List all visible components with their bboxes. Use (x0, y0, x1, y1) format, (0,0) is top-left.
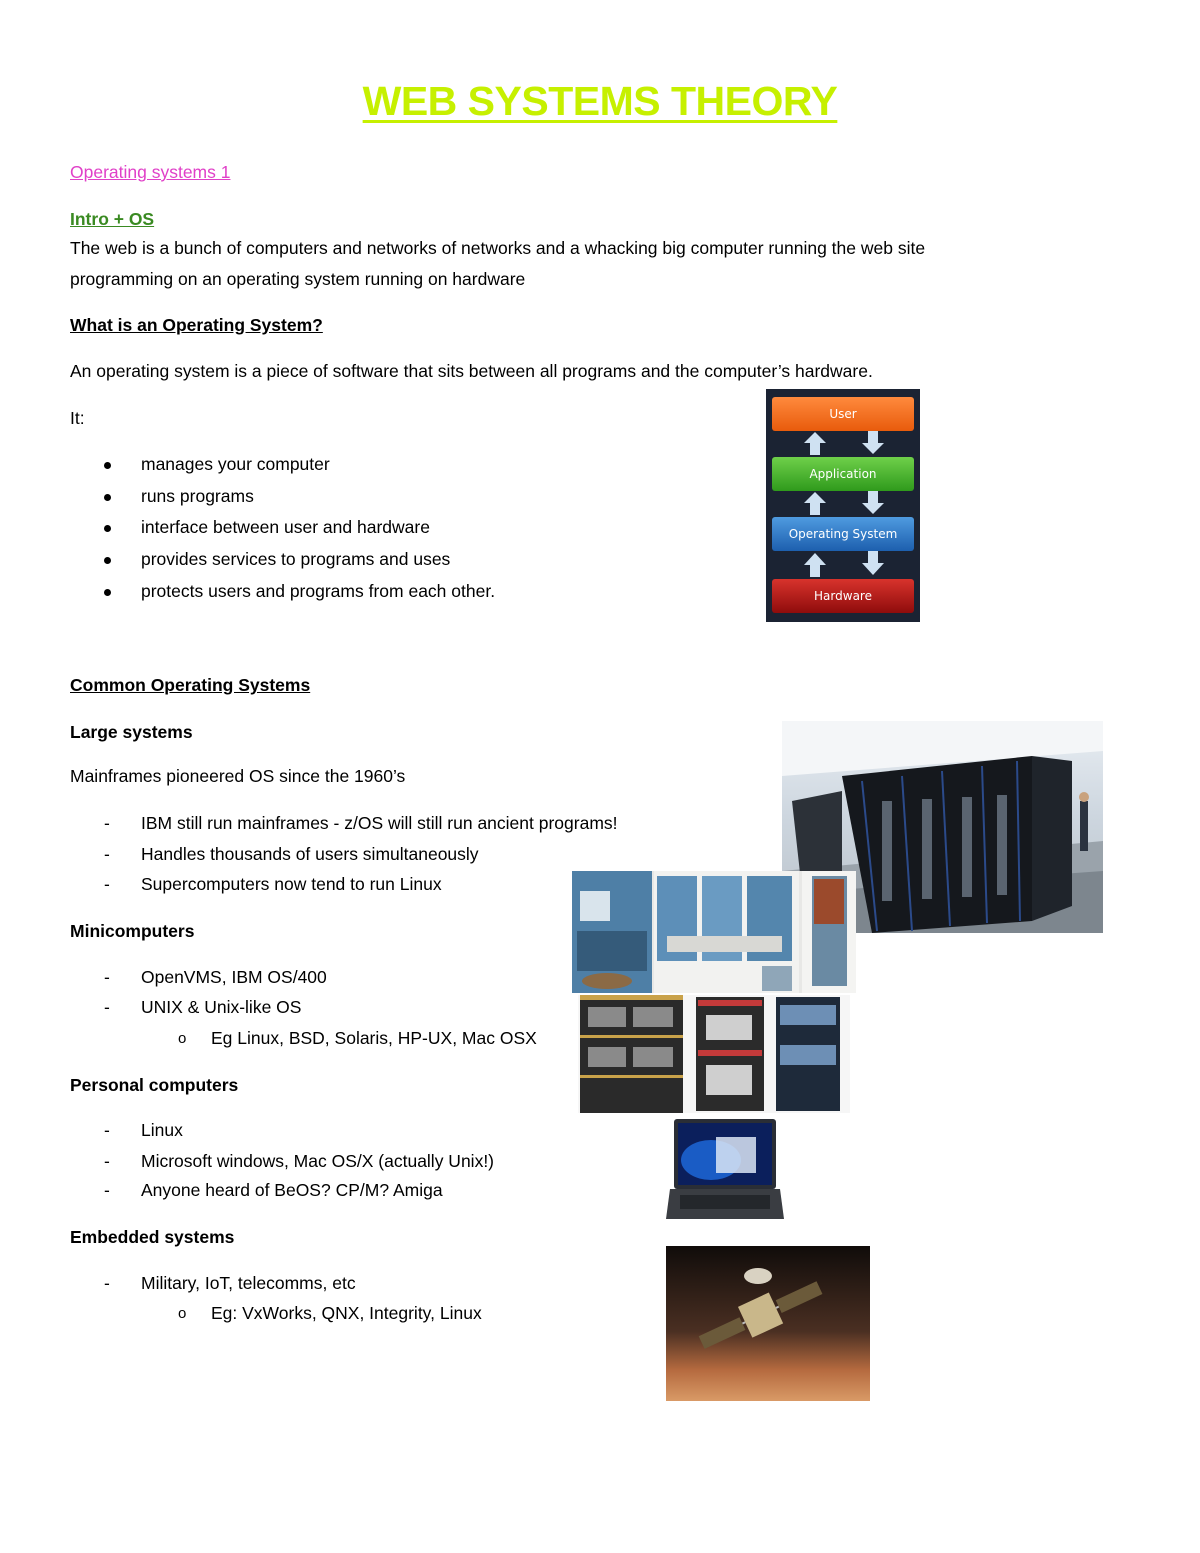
diagram-layer-hardware: Hardware (772, 579, 914, 613)
list-item: Anyone heard of BeOS? CP/M? Amiga (141, 1180, 443, 1200)
intro-heading: Intro + OS (70, 209, 155, 229)
down-arrow-icon (862, 563, 884, 575)
personal-computers-heading: Personal computers (70, 1075, 239, 1095)
minicomputer-illustration (572, 871, 856, 993)
diagram-layer-user: User (772, 397, 914, 431)
embedded-systems-heading: Embedded systems (70, 1227, 235, 1247)
list-item: OpenVMS, IBM OS/400 (141, 967, 327, 987)
list-item: IBM still run mainframes - z/OS will still run ancient programs! (141, 813, 618, 833)
bullet-icon (104, 525, 111, 532)
up-arrow-stem (810, 565, 820, 577)
intro-line-2: programming on an operating system running on hardware (70, 269, 526, 289)
list-item: provides services to programs and uses (141, 549, 451, 569)
list-item: manages your computer (141, 454, 330, 474)
sub-list-item: Eg Linux, BSD, Solaris, HP-UX, Mac OSX (211, 1028, 537, 1048)
section-link[interactable]: Operating systems 1 (70, 162, 231, 182)
it-label: It: (70, 408, 85, 428)
list-item: Linux (141, 1120, 183, 1140)
dash-marker: - (104, 1120, 110, 1140)
list-item: runs programs (141, 486, 254, 506)
diagram-layer-os: Operating System (772, 517, 914, 551)
racks-illustration (578, 995, 850, 1113)
common-os-heading: Common Operating Systems (70, 675, 311, 695)
laptop-photo (666, 1115, 784, 1223)
intro-line-1: The web is a bunch of computers and networks of networks and a whacking big computer running the web site (70, 238, 926, 258)
up-arrow-stem (810, 443, 820, 455)
satellite-illustration (666, 1246, 870, 1401)
up-arrow-stem (810, 503, 820, 515)
dash-marker: - (104, 1180, 110, 1200)
list-item: Handles thousands of users simultaneously (141, 844, 479, 864)
minicomputer-photo (572, 871, 856, 993)
what-is-heading: What is an Operating System? (70, 315, 323, 335)
sub-list-item: Eg: VxWorks, QNX, Integrity, Linux (211, 1303, 482, 1323)
bullet-icon (104, 589, 111, 596)
bullet-icon (104, 494, 111, 501)
large-systems-intro: Mainframes pioneered OS since the 1960’s (70, 766, 406, 786)
dash-marker: - (104, 874, 110, 894)
circle-marker: o (178, 1305, 187, 1322)
list-item: Microsoft windows, Mac OS/X (actually Unix!) (141, 1151, 495, 1171)
down-arrow-stem (868, 551, 878, 563)
bullet-icon (104, 557, 111, 564)
down-arrow-icon (862, 443, 884, 454)
up-arrow-icon (804, 432, 826, 443)
dash-marker: - (104, 997, 110, 1017)
page-title: WEB SYSTEMS THEORY (362, 78, 838, 124)
dash-marker: - (104, 813, 110, 833)
bullet-icon (104, 462, 111, 469)
large-systems-heading: Large systems (70, 722, 193, 742)
diagram-layer-application: Application (772, 457, 914, 491)
laptop-illustration (666, 1115, 784, 1223)
list-item: interface between user and hardware (141, 517, 430, 537)
list-item: UNIX & Unix-like OS (141, 997, 302, 1017)
os-definition: An operating system is a piece of software that sits between all programs and the computer’s hardware. (70, 361, 873, 381)
dash-marker: - (104, 967, 110, 987)
dash-marker: - (104, 1273, 110, 1293)
circle-marker: o (178, 1030, 187, 1047)
up-arrow-icon (804, 492, 826, 503)
down-arrow-icon (862, 503, 884, 514)
down-arrow-stem (868, 431, 878, 443)
list-item: Military, IoT, telecomms, etc (141, 1273, 356, 1293)
down-arrow-stem (868, 491, 878, 503)
dash-marker: - (104, 844, 110, 864)
up-arrow-icon (804, 553, 826, 565)
list-item: protects users and programs from each other. (141, 581, 496, 601)
minicomputer-racks-photo (578, 995, 850, 1113)
satellite-photo (666, 1246, 870, 1401)
dash-marker: - (104, 1151, 110, 1171)
os-layer-diagram (766, 389, 920, 622)
list-item: Supercomputers now tend to run Linux (141, 874, 442, 894)
minicomputers-heading: Minicomputers (70, 921, 195, 941)
